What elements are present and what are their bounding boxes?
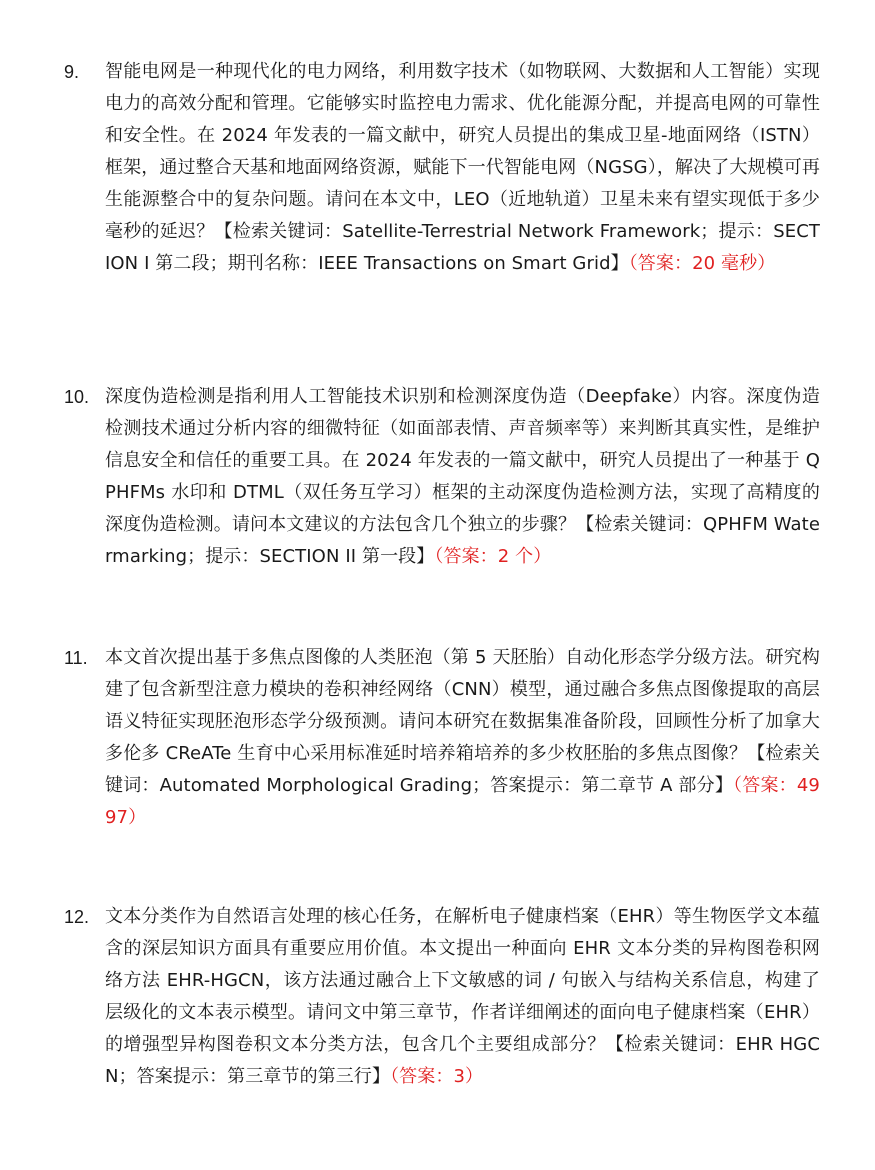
question-number: 10. xyxy=(64,387,90,407)
question-text: 智能电网是一种现代化的电力网络，利用数字技术（如物联网、大数据和人工智能）实现电力的高效分配和管理。它能够实时监控电力需求、优化能源分配，并提高电网的可靠性和安全性。在 2024 年发表的一篇文献中，研究人员提出的集成卫星-地面网络（ISTN）框架，通过整合天基和地面网络资源，赋能下一代智能电网（NGSG），解决了大规模可再生能源整合中的复杂问题。请问在本文中，LEO（近地轨道）卫星未来有望实现低于多少毫秒的延迟？ xyxy=(105,61,820,242)
question-number: 12. xyxy=(64,907,90,927)
question-number: 9. xyxy=(64,62,80,82)
question-text: 本文首次提出基于多焦点图像的人类胚泡（第 5 天胚胎）自动化形态学分级方法。研究构建了包含新型注意力模块的卷积神经网络（CNN）模型，通过融合多焦点图像提取的高层语义特征实现胚泡形态学分级预测。请问本研究在数据集准备阶段，回顾性分析了加拿大多伦多 CReATe 生育中心采用标准延时培养箱培养的多少枚胚胎的多焦点图像？ xyxy=(105,647,820,764)
question-number: 11. xyxy=(64,648,88,668)
question-body xyxy=(105,381,820,573)
question-answer: （答案：2 个） xyxy=(434,546,552,567)
question-answer: （答案：4997） xyxy=(105,775,820,828)
question-12 xyxy=(60,901,825,1093)
question-body xyxy=(105,642,820,834)
question-text: 深度伪造检测是指利用人工智能技术识别和检测深度伪造（Deepfake）内容。深度伪造检测技术通过分析内容的细微特征（如面部表情、声音频率等）来判断其真实性，是维护信息安全和信任的重要工具。在 2024 年发表的一篇文献中，研究人员提出了一种基于 QPHFMs 水印和 DTML（双任务互学习）框架的主动深度伪造检测方法，实现了高精度的深度伪造检测。请问本文建议的方法包含几个独立的步骤？ xyxy=(105,386,820,535)
question-answer: （答案：20 毫秒） xyxy=(628,253,776,274)
question-10 xyxy=(60,381,825,573)
question-body xyxy=(105,901,820,1093)
question-body xyxy=(105,56,820,280)
question-keywords: 【检索关键词：EHR HGCN；答案提示：第三章节的第三行】 xyxy=(105,1034,820,1087)
question-text: 文本分类作为自然语言处理的核心任务，在解析电子健康档案（EHR）等生物医学文本蕴含的深层知识方面具有重要应用价值。本文提出一种面向 EHR 文本分类的异构图卷积网络方法 EHR-HGCN，该方法通过融合上下文敏感的词 / 句嵌入与结构关系信息，构建了层级化的文本表示模型。请问文中第三章节，作者详细阐述的面向电子健康档案（EHR）的增强型异构图卷积文本分类方法，包含几个主要组成部分？ xyxy=(105,906,820,1055)
question-keywords: 【检索关键词：QPHFM Watermarking；提示：SECTION II 第一段】 xyxy=(105,514,820,567)
question-keywords: 【检索关键词：Automated Morphological Grading；答案提示：第二章节 A 部分】 xyxy=(105,743,820,796)
question-9 xyxy=(60,56,825,280)
question-keywords: 【检索关键词：Satellite-Terrestrial Network Framework；提示：SECTION I 第二段；期刊名称：IEEE Transactions on Smart Grid】 xyxy=(105,221,820,274)
question-11 xyxy=(60,642,825,834)
question-answer: （答案：3） xyxy=(390,1066,484,1087)
